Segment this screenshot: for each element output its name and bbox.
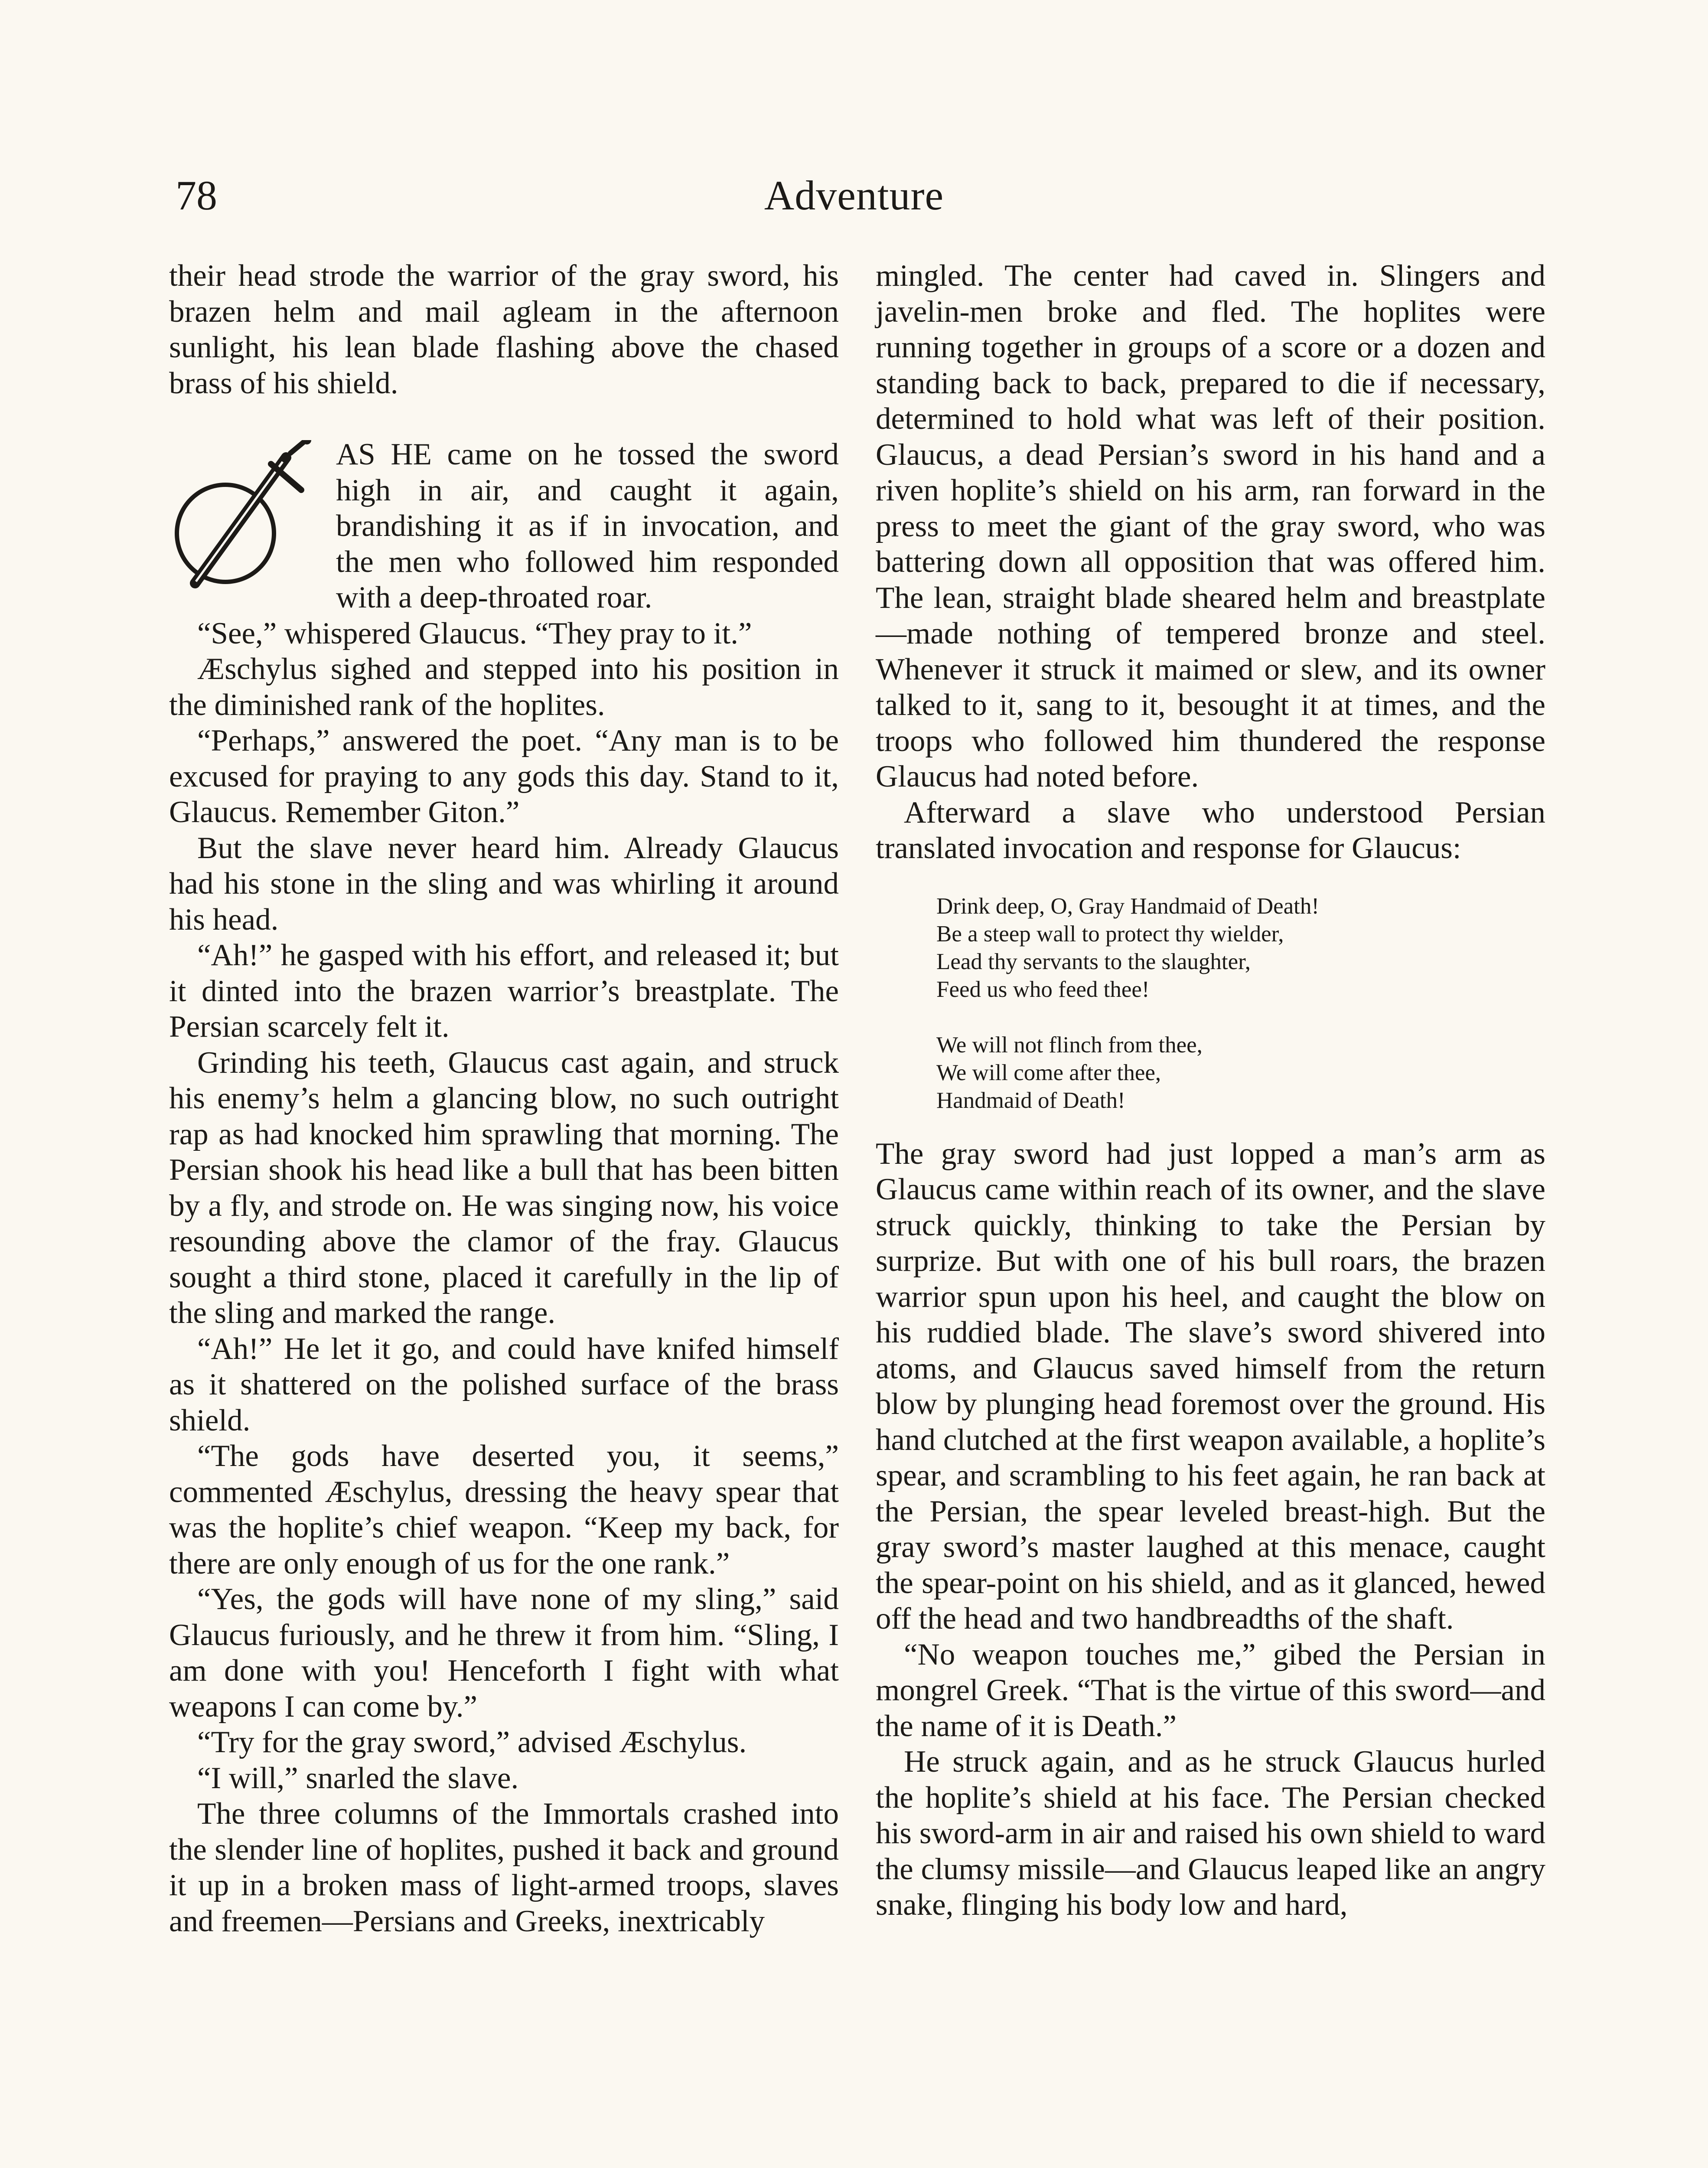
paragraph: Grinding his teeth, Glaucus cast again, and struck his enemy’s helm a glancing blow, no such outright rap as had knocked him sprawling that morning. The Persian shook his head like a bull that has been bitten by a fly, and strode on. He was singing now, his voice resounding above the clamor of the fray. Glaucus sought a third stone, placed it carefully in the lip of the sling and marked the range. [169, 1045, 839, 1330]
poem [936, 892, 1545, 1114]
paragraph: The gray sword had just lopped a man’s arm as Glaucus came within reach of its owner, and the slave struck quickly, thinking to take the Persian by surprize. But with one of his bull roars, the brazen warrior spun upon his heel, and caught the blow on his ruddied blade. The slave’s sword shivered into atoms, and Glaucus saved himself from the return blow by plunging head foremost over the ground. His hand clutched at the first weapon available, a hoplite’s spear, and scrambling to his feet again, he ran back at the Persian, the spear leveled breast-high. But the gray sword’s master laughed at this menace, caught the spear-point on his shield, and as it glanced, hewed off the head and two handbreadths of the shaft. [876, 1136, 1545, 1636]
stanza-break [936, 1003, 1545, 1031]
poem-line: Handmaid of Death! [936, 1087, 1125, 1113]
paragraph: “Ah!” he gasped with his effort, and released it; but it dinted into the brazen warrior’s breastplate. The Persian scarcely felt it. [169, 938, 839, 1044]
poem-line: Be a steep wall to protect thy wielder, [936, 921, 1284, 947]
page-number: 78 [176, 172, 217, 219]
left-column [169, 258, 839, 1939]
paragraph: “The gods have deserted you, it seems,” commented Æschylus, dressing the heavy spear that was the hoplite’s chief weapon. “Keep my back, for there are only enough of us for the one rank.” [169, 1439, 839, 1580]
paragraph: “No weapon touches me,” gibed the Persian in mongrel Greek. “That is the virtue of this sword—and the name of it is Death.” [876, 1637, 1545, 1743]
paragraph: Afterward a slave who understood Persian translated invocation and response for Glaucus: [876, 795, 1545, 865]
page-title: Adventure [764, 172, 944, 219]
poem-line: We will not flinch from thee, [936, 1032, 1203, 1058]
paragraph: The three columns of the Immortals crashed into the slender line of hoplites, pushed it back and ground it up in a broken mass of light-armed troops, slaves and freemen—Persians and Greeks, inextricably [169, 1797, 839, 1938]
paragraph: Æschylus sighed and stepped into his position in the diminished rank of the hoplites. [169, 652, 839, 722]
paragraph: mingled. The center had caved in. Slingers and javelin-men broke and fled. The hoplites were running together in groups of a score or a dozen and standing back to back, prepared to die if necessary, determined to hold what was left of their position. Glaucus, a dead Persian’s sword in his hand and a riven hoplite’s shield on his arm, ran forward in the press to meet the giant of the gray sword, who was battering down all opposition that was offered him. The lean, straight blade sheared helm and breastplate—made nothing of tempered bronze and steel. Whenever it struck it maimed or slew, and its owner talked to it, sang to it, besought it at times, and the troops who followed him thundered the response Glaucus had noted before. [876, 259, 1545, 793]
paragraph: “I will,” snarled the slave. [197, 1761, 519, 1795]
right-column [876, 258, 1545, 1923]
paragraph: “Ah!” He let it go, and could have knifed himself as it shattered on the polished surface of the brass shield. [169, 1332, 839, 1437]
poem-line: Drink deep, O, Gray Handmaid of Death! [936, 893, 1320, 919]
poem-line: Feed us who feed thee! [936, 976, 1150, 1002]
sword-and-shield-icon [169, 440, 323, 596]
paragraph: He struck again, and as he struck Glaucus hurled the hoplite’s shield at his face. The Persian checked his sword-arm in air and raised his own shield to ward the clumsy missile—and Glaucus leaped like an angry snake, flinging his body low and hard, [876, 1745, 1545, 1922]
paragraph: their head strode the warrior of the gray sword, his brazen helm and mail agleam in the afternoon sunlight, his lean blade flashing above the chased brass of his shield. [169, 259, 839, 400]
paragraph: AS HE came on he tossed the sword high in air, and caught it again, brandishing it as if in invocation, and the men who followed him responded with a deep-throated roar. [336, 438, 839, 614]
paragraph: “Perhaps,” answered the poet. “Any man is to be excused for praying to any gods this day. Stand to it, Glaucus. Remember Giton.” [169, 724, 839, 829]
section-break [169, 401, 839, 437]
poem-line: Lead thy servants to the slaughter, [936, 949, 1251, 974]
paragraph: “Try for the gray sword,” advised Æschylus. [197, 1725, 747, 1759]
paragraph: “See,” whispered Glaucus. “They pray to it.” [197, 616, 752, 650]
poem-line: We will come after thee, [936, 1060, 1161, 1085]
paragraph: But the slave never heard him. Already Glaucus had his stone in the sling and was whirling it around his head. [169, 831, 839, 937]
paragraph: “Yes, the gods will have none of my sling,” said Glaucus furiously, and he threw it from him. “Sling, I am done with you! Henceforth I fight with what weapons I can come by.” [169, 1582, 839, 1724]
